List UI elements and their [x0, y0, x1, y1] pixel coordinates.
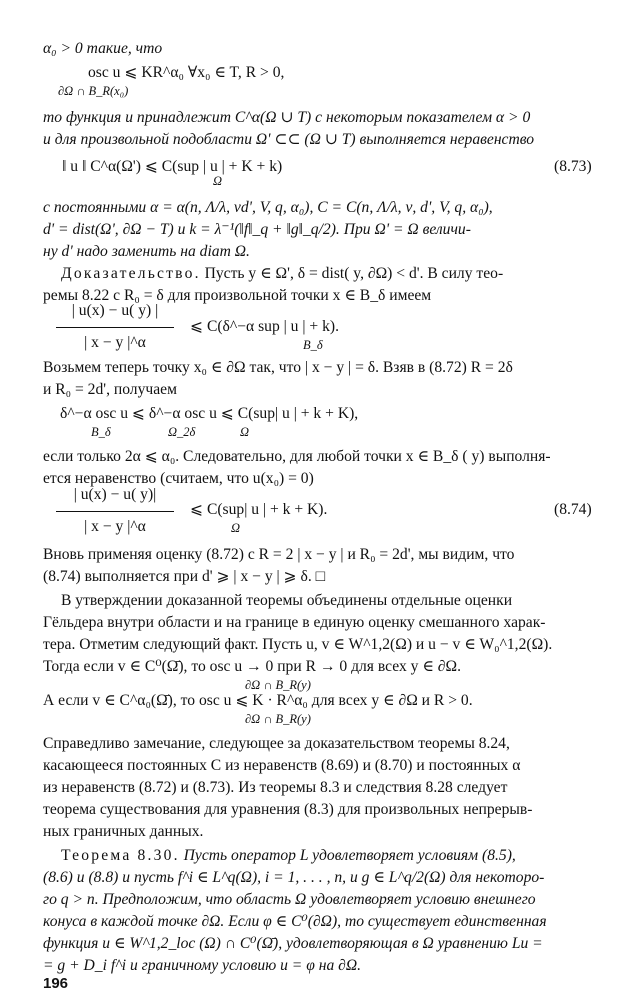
fraction	[56, 300, 174, 351]
text-line: = g + D_i f^i и граничному условию u = φ на ∂Ω.	[43, 957, 362, 974]
text-line: (8.74) выполняется при d' ⩾ | x − y | ⩾ δ. □	[43, 568, 326, 585]
text-line: го q > n. Предположим, что область Ω удовлетворяет условию внешнего	[43, 891, 536, 908]
text-line: ну d' надо заменить на diam Ω.	[43, 243, 250, 260]
formula-subscript: B_δ	[91, 425, 111, 439]
text-line: теорема существования для уравнения (8.3) для произвольных непрерыв-	[43, 801, 533, 818]
theorem-start-line	[61, 845, 599, 867]
fraction-numerator: | u(x) − u( y)|	[73, 486, 157, 503]
text-line: d' = dist(Ω', ∂Ω − T) и k = λ⁻¹(‖f‖_q + ‖g‖_q/2). При Ω' = Ω величи-	[43, 221, 471, 238]
text-line: и для произвольной подобласти Ω' ⊂⊂ (Ω ∪ T) выполняется неравенство	[43, 131, 535, 148]
text-line: из неравенств (8.72) и (8.73). Из теоремы 8.3 и следствия 8.28 следует	[43, 779, 508, 796]
formula-subscript: ∂Ω ∩ B_R(x₀)	[58, 84, 129, 98]
fraction-bar	[56, 327, 174, 328]
theorem-heading: Теорема 8.30.	[61, 847, 180, 864]
proof-start-line	[61, 263, 599, 285]
formula-subscript: ∂Ω ∩ B_R(y)	[245, 712, 311, 726]
formula-subscript: ∂Ω ∩ B_R(y)	[245, 678, 311, 692]
fraction-denominator: | x − y |^α	[84, 334, 146, 351]
text-line: с постоянными α = α(n, Λ/λ, νd', V, q, α₀), C = C(n, Λ/λ, ν, d', V, q, α₀),	[43, 199, 493, 216]
fraction	[56, 484, 174, 535]
text-line: α₀ > 0 такие, что	[43, 40, 163, 57]
text-line: функция u ∈ W^1,2_loc (Ω) ∩ C⁰(Ω̄), удовлетворяющая в Ω уравнению Lu =	[43, 935, 543, 952]
text-line: и R₀ = 2d', получаем	[43, 381, 177, 398]
page-number: 196	[43, 975, 69, 992]
formula-subscript: Ω	[231, 521, 241, 535]
text-line: (8.6) и (8.8) и пусть f^i ∈ L^q(Ω), i = 1, . . . , n, и g ∈ L^q/2(Ω) для некоторо-	[43, 869, 545, 886]
display-formula-873: ‖ u ‖ C^α(Ω') ⩽ C(sup | u | + K + k)	[62, 158, 283, 175]
text-line: В утверждении доказанной теоремы объединены отдельные оценки	[61, 592, 513, 609]
text-span: Пусть оператор L удовлетворяет условиям (8.5),	[183, 847, 516, 864]
text-line: ных граничных данных.	[43, 823, 204, 840]
display-formula-osc: osc u ⩽ KR^α₀ ∀x₀ ∈ T, R > 0,	[88, 64, 285, 81]
display-formula: ⩽ C(sup| u | + k + K).	[190, 501, 328, 518]
text-line: если только 2α ⩽ α₀. Следовательно, для любой точки x ∈ B_δ ( y) выполня-	[43, 448, 551, 465]
formula-subscript: B_δ	[303, 338, 323, 352]
equation-number: (8.73)	[554, 158, 592, 175]
text-line: А если v ∈ C^α₀(Ω̄), то osc u ⩽ K · R^α₀ для всех y ∈ ∂Ω и R > 0.	[43, 692, 473, 709]
text-line: конуса в каждой точке ∂Ω. Если φ ∈ C⁰(∂Ω), то существует единственная	[43, 913, 547, 930]
text-line: Справедливо замечание, следующее за доказательством теоремы 8.24,	[43, 735, 510, 752]
text-line: ется неравенство (считаем, что u(x₀) = 0)	[43, 470, 314, 487]
proof-heading: Доказательство.	[61, 265, 201, 282]
fraction-bar	[56, 511, 174, 512]
text-line: тера. Отметим следующий факт. Пусть u, v ∈ W^1,2(Ω) и u − v ∈ W₀^1,2(Ω).	[43, 636, 553, 653]
formula-subscript: Ω	[240, 425, 250, 439]
text-line: то функция и принадлежит C^α(Ω ∪ T) с некоторым показателем α > 0	[43, 109, 531, 126]
text-span: Пусть y ∈ Ω', δ = dist( y, ∂Ω) < d'. В силу тео-	[204, 265, 504, 282]
fraction-denominator: | x − y |^α	[84, 518, 146, 535]
text-line: Тогда если v ∈ C⁰(Ω̄), то osc u → 0 при R → 0 для всех y ∈ ∂Ω.	[43, 658, 461, 675]
formula-subscript: Ω_2δ	[168, 425, 196, 439]
display-formula: ⩽ C(δ^−α sup | u | + k).	[190, 318, 339, 335]
fraction-numerator: | u(x) − u( y) |	[71, 302, 159, 319]
equation-number: (8.74)	[554, 501, 592, 518]
display-formula: δ^−α osc u ⩽ δ^−α osc u ⩽ C(sup| u | + k + K),	[60, 405, 359, 422]
text-line: ремы 8.22 с R₀ = δ для произвольной точки x ∈ B_δ имеем	[43, 287, 432, 304]
text-line: Вновь применяя оценку (8.72) с R = 2 | x − y | и R₀ = 2d', мы видим, что	[43, 546, 515, 563]
text-line: касающееся постоянных C из неравенств (8.69) и (8.70) и постоянных α	[43, 757, 521, 774]
text-line: Гёльдера внутри области и на границе в единую оценку смешанного харак-	[43, 614, 546, 631]
text-line: Возьмем теперь точку x₀ ∈ ∂Ω так, что | x − y | = δ. Взяв в (8.72) R = 2δ	[43, 359, 513, 376]
formula-subscript: Ω	[213, 174, 223, 188]
